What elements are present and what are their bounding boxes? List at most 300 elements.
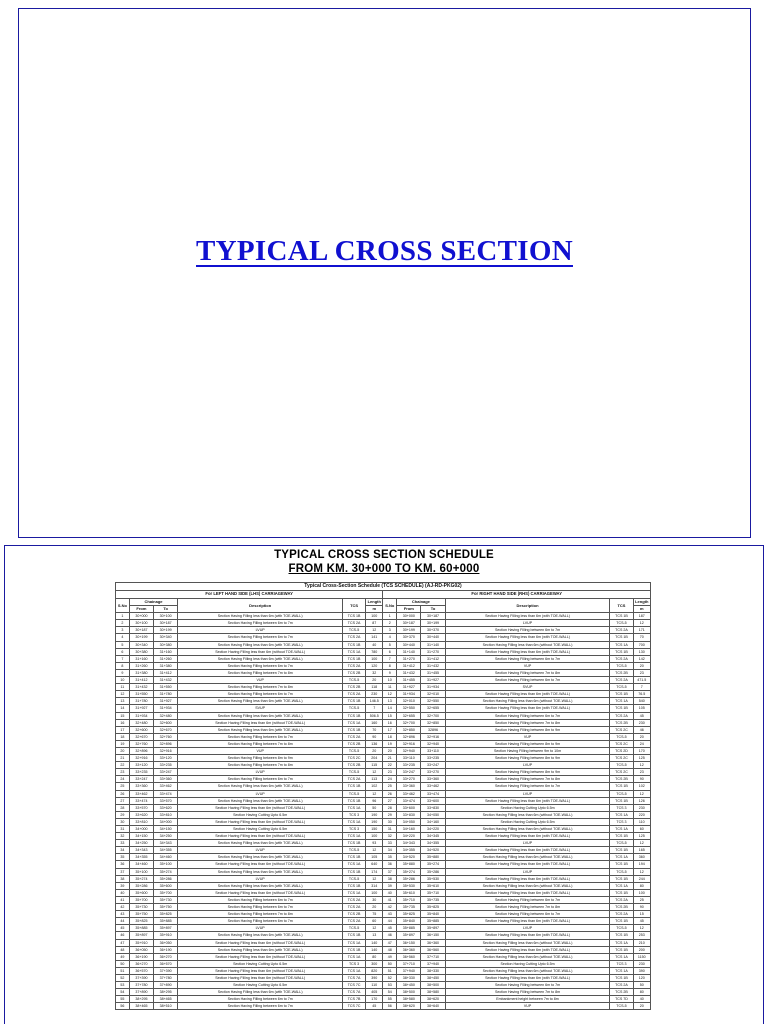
table-row xyxy=(116,733,651,740)
rhs-description-cell: Section Having Filling less than 6m (without TOE-WALL) xyxy=(445,953,610,960)
rhs-sno-cell: 43 xyxy=(383,911,397,918)
tcs-schedule-table xyxy=(115,582,651,1010)
lhs-sno-cell: 42 xyxy=(116,904,130,911)
lhs-description-cell: SVUP xyxy=(178,705,343,712)
lhs-description-cell: Section Having Filling less than 6m (with TOE-WALL) xyxy=(178,854,343,861)
table-row xyxy=(116,769,651,776)
rhs-from-cell: 30+000 xyxy=(397,613,421,620)
lhs-sno-cell: 17 xyxy=(116,726,130,733)
lhs-from-cell: 33+620 xyxy=(129,811,153,818)
rhs-tcs-cell: TCS-5 xyxy=(610,925,633,932)
rhs-sno-cell: 2 xyxy=(383,620,397,627)
rhs-sno-cell: 31 xyxy=(383,826,397,833)
lhs-from-cell: 32+896 xyxy=(129,747,153,754)
lhs-length-cell: 300 xyxy=(366,960,383,967)
rhs-sno-cell: 4 xyxy=(383,634,397,641)
rhs-to-cell: 31+432 xyxy=(421,662,445,669)
rhs-sno-cell: 27 xyxy=(383,797,397,804)
lhs-tcs-cell: TCS-5 xyxy=(343,925,366,932)
slide-title: TYPICAL CROSS SECTION xyxy=(196,235,573,267)
lhs-length-cell: 80 xyxy=(366,953,383,960)
table-row xyxy=(116,840,651,847)
lhs-to-cell: 37+390 xyxy=(154,967,178,974)
lhs-description-cell: LVUP xyxy=(178,847,343,854)
lhs-to-cell: 33+474 xyxy=(154,790,178,797)
rhs-sno-cell: 37 xyxy=(383,868,397,875)
rhs-tcs-cell: TCS-5 xyxy=(610,1003,633,1010)
rhs-description-cell: Section Having Filling less than 6m (with TOE-WALL) xyxy=(445,875,610,882)
lhs-from-cell: 34+000 xyxy=(129,826,153,833)
lhs-tcs-cell: TCS-5 xyxy=(343,677,366,684)
lhs-to-cell: 36+050 xyxy=(154,939,178,946)
rhs-sno-cell: 26 xyxy=(383,790,397,797)
rhs-description-cell: VUP xyxy=(445,1003,610,1010)
lhs-sno-cell: 43 xyxy=(116,911,130,918)
rhs-sno-cell: 6 xyxy=(383,648,397,655)
rhs-tcs-cell: TCS 2A xyxy=(610,712,633,719)
lhs-tcs-cell: TCS 1B xyxy=(343,868,366,875)
rhs-to-cell: 35+885 xyxy=(421,918,445,925)
rhs-tcs-cell: TCS 2A xyxy=(610,677,633,684)
lhs-description-cell: Section Having Filling between 6m to 7m xyxy=(178,896,343,903)
lhs-length-cell: 190 xyxy=(366,811,383,818)
rhs-from-cell: 37+710 xyxy=(397,960,421,967)
lhs-length-cell: 314 xyxy=(366,882,383,889)
rhs-to-cell: 32+850 xyxy=(421,719,445,726)
rhs-length-unit: m xyxy=(633,606,651,613)
rhs-sno-cell: 30 xyxy=(383,818,397,825)
lhs-description-cell: Section Having Filling less than 6m (with TOE-WALL) xyxy=(178,726,343,733)
lhs-to-cell: 32+480 xyxy=(154,712,178,719)
rhs-chainage-header: Chainage xyxy=(397,599,445,606)
lhs-length-cell: 32 xyxy=(366,669,383,676)
rhs-tcs-cell: TCS 1B xyxy=(610,875,633,882)
table-row xyxy=(116,634,651,641)
lhs-sno-cell: 31 xyxy=(116,826,130,833)
rhs-from-cell: 33+270 xyxy=(397,776,421,783)
rhs-length-cell: 12 xyxy=(633,762,651,769)
lhs-description-cell: Section Having Filling less than 6m (with TOE-WALL) xyxy=(178,989,343,996)
table-row xyxy=(116,776,651,783)
lhs-description-cell: Section Having Filling less than 6m (without TOE-WALL) xyxy=(178,974,343,981)
table-row xyxy=(116,762,651,769)
rhs-tcs-cell: TCS 1B xyxy=(610,889,633,896)
lhs-tcs-cell: TCS 2A xyxy=(343,662,366,669)
rhs-description-cell: Section Having Filling less than 6m (without TOE-WALL) xyxy=(445,854,610,861)
lhs-to-cell: 35+825 xyxy=(154,911,178,918)
rhs-sno-cell: 56 xyxy=(383,1003,397,1010)
lhs-description-cell: Section Having Cutting Upto 6.5m xyxy=(178,811,343,818)
table-row xyxy=(116,889,651,896)
rhs-to-cell: 35+735 xyxy=(421,896,445,903)
rhs-sno-cell: 8 xyxy=(383,662,397,669)
rhs-length-cell: 76.5 xyxy=(633,691,651,698)
rhs-to-cell: 31+455 xyxy=(421,669,445,676)
lhs-sno-cell: 21 xyxy=(116,755,130,762)
lhs-length-cell: 12 xyxy=(366,627,383,634)
lhs-to-cell: 34+343 xyxy=(154,840,178,847)
lhs-tcs-cell: TCS 2A xyxy=(343,634,366,641)
lhs-sno-cell: 2 xyxy=(116,620,130,627)
rhs-from-cell: 37+940 xyxy=(397,967,421,974)
lhs-sno-cell: 38 xyxy=(116,875,130,882)
rhs-description-cell: LVUP xyxy=(445,925,610,932)
lhs-length-cell: 136 xyxy=(366,740,383,747)
rhs-tcs-cell: TCS 1B xyxy=(610,918,633,925)
lhs-length-cell: 100 xyxy=(366,613,383,620)
rhs-to-cell: 32+010 xyxy=(421,691,445,698)
rhs-description-cell: Embankment height between 7m to 8m xyxy=(445,996,610,1003)
lhs-description-cell: LVUP xyxy=(178,790,343,797)
rhs-tcs-cell: TCS 2B xyxy=(610,719,633,726)
lhs-tcs-cell: TCS 1B xyxy=(343,655,366,662)
lhs-from-cell: 31+780 xyxy=(129,698,153,705)
lhs-sno-cell: 44 xyxy=(116,918,130,925)
rhs-length-cell: 12 xyxy=(633,790,651,797)
lhs-sno-cell: 28 xyxy=(116,804,130,811)
rhs-description-cell: Section Having Filling less than 6m (with TOE-WALL) xyxy=(445,974,610,981)
rhs-sno-cell: 52 xyxy=(383,974,397,981)
lhs-length-cell: 90 xyxy=(366,733,383,740)
table-row xyxy=(116,847,651,854)
lhs-description-cell: LVUP xyxy=(178,925,343,932)
rhs-to-cell: 31+927 xyxy=(421,677,445,684)
rhs-length-cell: 165 xyxy=(633,847,651,854)
rhs-from-cell: 31+140 xyxy=(397,648,421,655)
lhs-description-cell: Section Having Filling less than 6m (with TOE-WALL) xyxy=(178,698,343,705)
lhs-tcs-cell: TCS-5 xyxy=(343,747,366,754)
rhs-to-cell: 34+220 xyxy=(421,826,445,833)
rhs-to-cell: 38+500 xyxy=(421,982,445,989)
rhs-description-cell: Section Having Filling between 6m to 7m xyxy=(445,655,610,662)
lhs-tcs-cell: TCS 1A xyxy=(343,939,366,946)
rhs-sno-cell: 38 xyxy=(383,875,397,882)
rhs-sno-cell: 48 xyxy=(383,946,397,953)
rhs-from-cell: 33+600 xyxy=(397,804,421,811)
rhs-tcs-cell: TCS 1A xyxy=(610,953,633,960)
lhs-description-cell: Section Having Filling less than 6m (without TOE-WALL) xyxy=(178,833,343,840)
lhs-from-cell: 34+343 xyxy=(129,847,153,854)
table-row xyxy=(116,627,651,634)
lhs-sno-cell: 36 xyxy=(116,861,130,868)
rhs-tcs-cell: TCS 1A xyxy=(610,967,633,974)
rhs-length-cell: 253 xyxy=(633,932,651,939)
rhs-to-cell: 33+830 xyxy=(421,804,445,811)
lhs-description-cell: Section Having Cutting Upto 6.5m xyxy=(178,982,343,989)
table-row xyxy=(116,833,651,840)
rhs-from-cell: 33+247 xyxy=(397,769,421,776)
table-row xyxy=(116,677,651,684)
lhs-to-cell: 32+670 xyxy=(154,726,178,733)
lhs-from-cell: 36+270 xyxy=(129,960,153,967)
rhs-sno-cell: 44 xyxy=(383,918,397,925)
rhs-tcs-cell: TCS-5 xyxy=(610,868,633,875)
rhs-to-cell: 31+270 xyxy=(421,648,445,655)
rhs-tcs-cell: TCS 2B xyxy=(610,669,633,676)
rhs-sno-cell: 15 xyxy=(383,712,397,719)
rhs-sno-cell: 24 xyxy=(383,776,397,783)
lhs-to-cell: 35+910 xyxy=(154,932,178,939)
schedule-slide xyxy=(4,545,764,1024)
rhs-length-header: Length xyxy=(633,599,651,606)
lhs-tcs-cell: TCS-5 xyxy=(343,627,366,634)
lhs-length-cell: 405 xyxy=(366,989,383,996)
lhs-to-cell: 37+890 xyxy=(154,982,178,989)
rhs-sno-cell: 7 xyxy=(383,655,397,662)
lhs-to-cell: 33+462 xyxy=(154,783,178,790)
rhs-sno-cell: 16 xyxy=(383,719,397,726)
rhs-description-cell: Section Having Filling less than 6m (with TOE-WALL) xyxy=(445,889,610,896)
lhs-from-cell: 30+187 xyxy=(129,627,153,634)
rhs-to-cell: 35+710 xyxy=(421,889,445,896)
lhs-to-cell: 30+187 xyxy=(154,620,178,627)
lhs-to-cell: 30+340 xyxy=(154,634,178,641)
lhs-description-cell: Section Having Filling less than 6m (with TOE-WALL) xyxy=(178,783,343,790)
table-row xyxy=(116,854,651,861)
rhs-sno-cell: 51 xyxy=(383,967,397,974)
rhs-description-cell: Section Having Filling between 6m to 7m xyxy=(445,712,610,719)
lhs-tcs-cell: TCS 1B xyxy=(343,882,366,889)
lhs-tcs-cell: TCS 1A xyxy=(343,953,366,960)
rhs-length-cell: 130 xyxy=(633,648,651,655)
lhs-from-cell: 36+190 xyxy=(129,953,153,960)
rhs-from-cell: 35+880 xyxy=(397,861,421,868)
lhs-to-cell: 31+934 xyxy=(154,705,178,712)
rhs-length-cell: 200 xyxy=(633,946,651,953)
lhs-from-cell: 30+100 xyxy=(129,620,153,627)
rhs-description-cell: Section Having Filling less than 6m (without TOE-WALL) xyxy=(445,641,610,648)
lhs-description-cell: Section Having Filling less than 6m (with TOE-WALL) xyxy=(178,613,343,620)
rhs-length-cell: 90 xyxy=(633,776,651,783)
rhs-length-cell: 20 xyxy=(633,1003,651,1010)
lhs-length-cell: 118 xyxy=(366,684,383,691)
lhs-tcs-cell: TCS-5 xyxy=(343,705,366,712)
rhs-from-cell: 31+934 xyxy=(397,691,421,698)
rhs-sno-cell: 11 xyxy=(383,684,397,691)
lhs-description-cell: Section Having Filling less than 6m (without TOE-WALL) xyxy=(178,818,343,825)
lhs-from-cell: 35+600 xyxy=(129,889,153,896)
table-row xyxy=(116,705,651,712)
lhs-length-cell: 146.5 xyxy=(366,698,383,705)
rhs-tcs-cell: TCS 1A xyxy=(610,698,633,705)
rhs-from-cell: 34+343 xyxy=(397,840,421,847)
lhs-to-cell: 32+896 xyxy=(154,740,178,747)
rhs-from-cell: 35+735 xyxy=(397,904,421,911)
lhs-sno-cell: 52 xyxy=(116,974,130,981)
lhs-length-cell: 20 xyxy=(366,677,383,684)
schedule-table-wrapper xyxy=(115,582,651,1010)
rhs-from-cell: 32+916 xyxy=(397,740,421,747)
rhs-tcs-cell: TCS 1B xyxy=(610,861,633,868)
rhs-to-cell: 32+700 xyxy=(421,712,445,719)
rhs-from-cell: 35+530 xyxy=(397,882,421,889)
lhs-description-cell: Section Having Filling less than 6m (with TOE-WALL) xyxy=(178,882,343,889)
rhs-length-cell: 23 xyxy=(633,669,651,676)
lhs-length-cell: 12 xyxy=(366,790,383,797)
lhs-tcs-cell: TCS 7A xyxy=(343,989,366,996)
lhs-length-cell: 204 xyxy=(366,755,383,762)
rhs-from-cell: 38+580 xyxy=(397,996,421,1003)
lhs-from-cell: 31+412 xyxy=(129,677,153,684)
lhs-to-cell: 34+250 xyxy=(154,833,178,840)
rhs-length-cell: 390 xyxy=(633,967,651,974)
table-row xyxy=(116,989,651,996)
lhs-from-cell: 31+432 xyxy=(129,684,153,691)
rhs-from-cell: 34+220 xyxy=(397,833,421,840)
rhs-length-cell: 20 xyxy=(633,662,651,669)
rhs-from-cell: 34+160 xyxy=(397,826,421,833)
lhs-length-cell: 120 xyxy=(366,662,383,669)
lhs-length-cell: 87 xyxy=(366,620,383,627)
rhs-length-cell: 23 xyxy=(633,769,651,776)
lhs-sno-cell: 54 xyxy=(116,989,130,996)
lhs-from-cell: 36+570 xyxy=(129,967,153,974)
lhs-sno-cell: 41 xyxy=(116,896,130,903)
lhs-description-cell: Section Having Filling between 6m to 7m xyxy=(178,733,343,740)
lhs-from-cell: 33+360 xyxy=(129,783,153,790)
rhs-tcs-cell: TCS 2A xyxy=(610,627,633,634)
lhs-tcs-cell: TCS 1A xyxy=(343,719,366,726)
rhs-tcs-cell: TCS 1B xyxy=(610,946,633,953)
lhs-from-cell: 35+885 xyxy=(129,925,153,932)
rhs-tcs-cell: TCS 2B xyxy=(610,989,633,996)
lhs-description-cell: Section Having Filling between 6m to 7m xyxy=(178,1003,343,1010)
lhs-length-cell: 7 xyxy=(366,705,383,712)
rhs-from-cell: 36+360 xyxy=(397,946,421,953)
rhs-from-cell: 34+050 xyxy=(397,818,421,825)
lhs-tcs-cell: TCS 1A xyxy=(343,861,366,868)
rhs-length-cell: 220 xyxy=(633,811,651,818)
lhs-to-cell: 36+270 xyxy=(154,953,178,960)
lhs-sno-cell: 37 xyxy=(116,868,130,875)
rhs-to-cell: 33+270 xyxy=(421,769,445,776)
lhs-tcs-cell: TCS 2C xyxy=(343,755,366,762)
lhs-length-cell: 190 xyxy=(366,818,383,825)
lhs-description-cell: Section Having Filling between 6m to 7m xyxy=(178,776,343,783)
rhs-description-cell: Section Having Filling less than 6m (with TOE-WALL) xyxy=(445,613,610,620)
lhs-from-cell: 33+462 xyxy=(129,790,153,797)
rhs-length-cell: 45 xyxy=(633,712,651,719)
table-row xyxy=(116,669,651,676)
lhs-from-cell: 32+760 xyxy=(129,740,153,747)
rhs-length-cell: 120 xyxy=(633,974,651,981)
lhs-description-cell: Section Having Filling less than 6m (without TOE-WALL) xyxy=(178,861,343,868)
rhs-sno-cell: 55 xyxy=(383,996,397,1003)
lhs-sno-cell: 19 xyxy=(116,740,130,747)
rhs-to-cell: 34+050 xyxy=(421,811,445,818)
lhs-from-cell: 33+474 xyxy=(129,797,153,804)
rhs-tcs-cell: TCS 2C xyxy=(610,769,633,776)
rhs-title: For RIGHT HAND SIDE (RHS) CARRIAGEWAY xyxy=(383,591,651,599)
lhs-to-cell: 34+150 xyxy=(154,826,178,833)
rhs-description-header: Description xyxy=(445,599,610,613)
rhs-description-cell: Section Having Filling between 6m to 7m xyxy=(445,982,610,989)
rhs-length-cell: 126 xyxy=(633,797,651,804)
rhs-to-cell: 34+345 xyxy=(421,833,445,840)
table-row xyxy=(116,882,651,889)
lhs-sno-cell: 50 xyxy=(116,960,130,967)
lhs-tcs-cell: TCS 2A xyxy=(343,691,366,698)
lhs-description-cell: Section Having Filling less than 6m (with TOE-WALL) xyxy=(178,932,343,939)
rhs-from-cell: 31+455 xyxy=(397,677,421,684)
table-row xyxy=(116,953,651,960)
rhs-tcs-cell: TCS 3 xyxy=(610,960,633,967)
rhs-from-cell: 38+450 xyxy=(397,982,421,989)
lhs-tcs-cell: TCS 1B xyxy=(343,946,366,953)
lhs-description-cell: Section Having Filling between 6m to 7m xyxy=(178,904,343,911)
rhs-sno-cell: 40 xyxy=(383,889,397,896)
lhs-tcs-cell: TCS 2A xyxy=(343,918,366,925)
rhs-tcs-cell: TCS 1B xyxy=(610,634,633,641)
rhs-description-cell: Section Having Filling between 8m to 9m xyxy=(445,769,610,776)
lhs-tcs-cell: TCS 1B xyxy=(343,854,366,861)
lhs-tcs-cell: TCS 7C xyxy=(343,1003,366,1010)
table-row xyxy=(116,797,651,804)
lhs-description-cell: Section Having Filling between 7m to 8m xyxy=(178,911,343,918)
lhs-from-cell: 37+390 xyxy=(129,974,153,981)
rhs-tcs-cell: TCS 2C xyxy=(610,726,633,733)
rhs-description-cell: Section Having Filling less than 6m (with TOE-WALL) xyxy=(445,847,610,854)
lhs-to-cell: 32+916 xyxy=(154,747,178,754)
rhs-sno-cell: 20 xyxy=(383,747,397,754)
lhs-tcs-cell: TCS 1B xyxy=(343,840,366,847)
lhs-description-cell: Section Having Filling less than 6m (without TOE-WALL) xyxy=(178,953,343,960)
table-row xyxy=(116,691,651,698)
table-row xyxy=(116,974,651,981)
rhs-from-cell: 32+550 xyxy=(397,705,421,712)
lhs-length-cell: 93 xyxy=(366,840,383,847)
rhs-length-cell: 110 xyxy=(633,818,651,825)
rhs-sno-cell: 33 xyxy=(383,840,397,847)
lhs-description-cell: Section Having Filling between 6m to 7m xyxy=(178,620,343,627)
lhs-to-cell: 32+600 xyxy=(154,719,178,726)
rhs-length-cell: 125 xyxy=(633,833,651,840)
lhs-tcs-cell: TCS 3 xyxy=(343,826,366,833)
rhs-description-cell: Section Having Filling less than 6m (with TOE-WALL) xyxy=(445,705,610,712)
lhs-description-cell: Section Having Filling less than 6m (without TOE-WALL) xyxy=(178,804,343,811)
lhs-description-cell: Section Having Filling between 7m to 8m xyxy=(178,740,343,747)
rhs-length-cell: 15 xyxy=(633,911,651,918)
lhs-from-cell: 31+550 xyxy=(129,691,153,698)
rhs-from-cell: 36+560 xyxy=(397,953,421,960)
lhs-description-cell: Section Having Filling less than 6m (with TOE-WALL) xyxy=(178,868,343,875)
table-row xyxy=(116,946,651,953)
rhs-tcs-cell: TCS 3 xyxy=(610,804,633,811)
lhs-from-cell: 34+460 xyxy=(129,861,153,868)
rhs-sno-cell: 3 xyxy=(383,627,397,634)
rhs-to-cell: 33+360 xyxy=(421,776,445,783)
table-row xyxy=(116,719,651,726)
rhs-length-cell: 12 xyxy=(633,868,651,875)
rhs-from-header: From xyxy=(397,606,421,613)
rhs-sno-header: S.No xyxy=(383,599,397,613)
rhs-length-cell: 230 xyxy=(633,719,651,726)
table-row xyxy=(116,1003,651,1010)
lhs-description-cell: Section Having Filling less than 6m (without TOE-WALL) xyxy=(178,967,343,974)
lhs-to-cell: 36+570 xyxy=(154,960,178,967)
table-row xyxy=(116,967,651,974)
lhs-to-cell: 38+510 xyxy=(154,1003,178,1010)
lhs-tcs-cell: TCS 1B xyxy=(343,613,366,620)
schedule-table-body xyxy=(116,613,651,1010)
rhs-to-cell: 30+440 xyxy=(421,634,445,641)
lhs-length-cell: 100 xyxy=(366,833,383,840)
rhs-length-cell: 230 xyxy=(633,960,651,967)
lhs-length-cell: 141 xyxy=(366,634,383,641)
rhs-length-cell: 244 xyxy=(633,875,651,882)
table-row xyxy=(116,662,651,669)
rhs-from-cell: 30+370 xyxy=(397,634,421,641)
